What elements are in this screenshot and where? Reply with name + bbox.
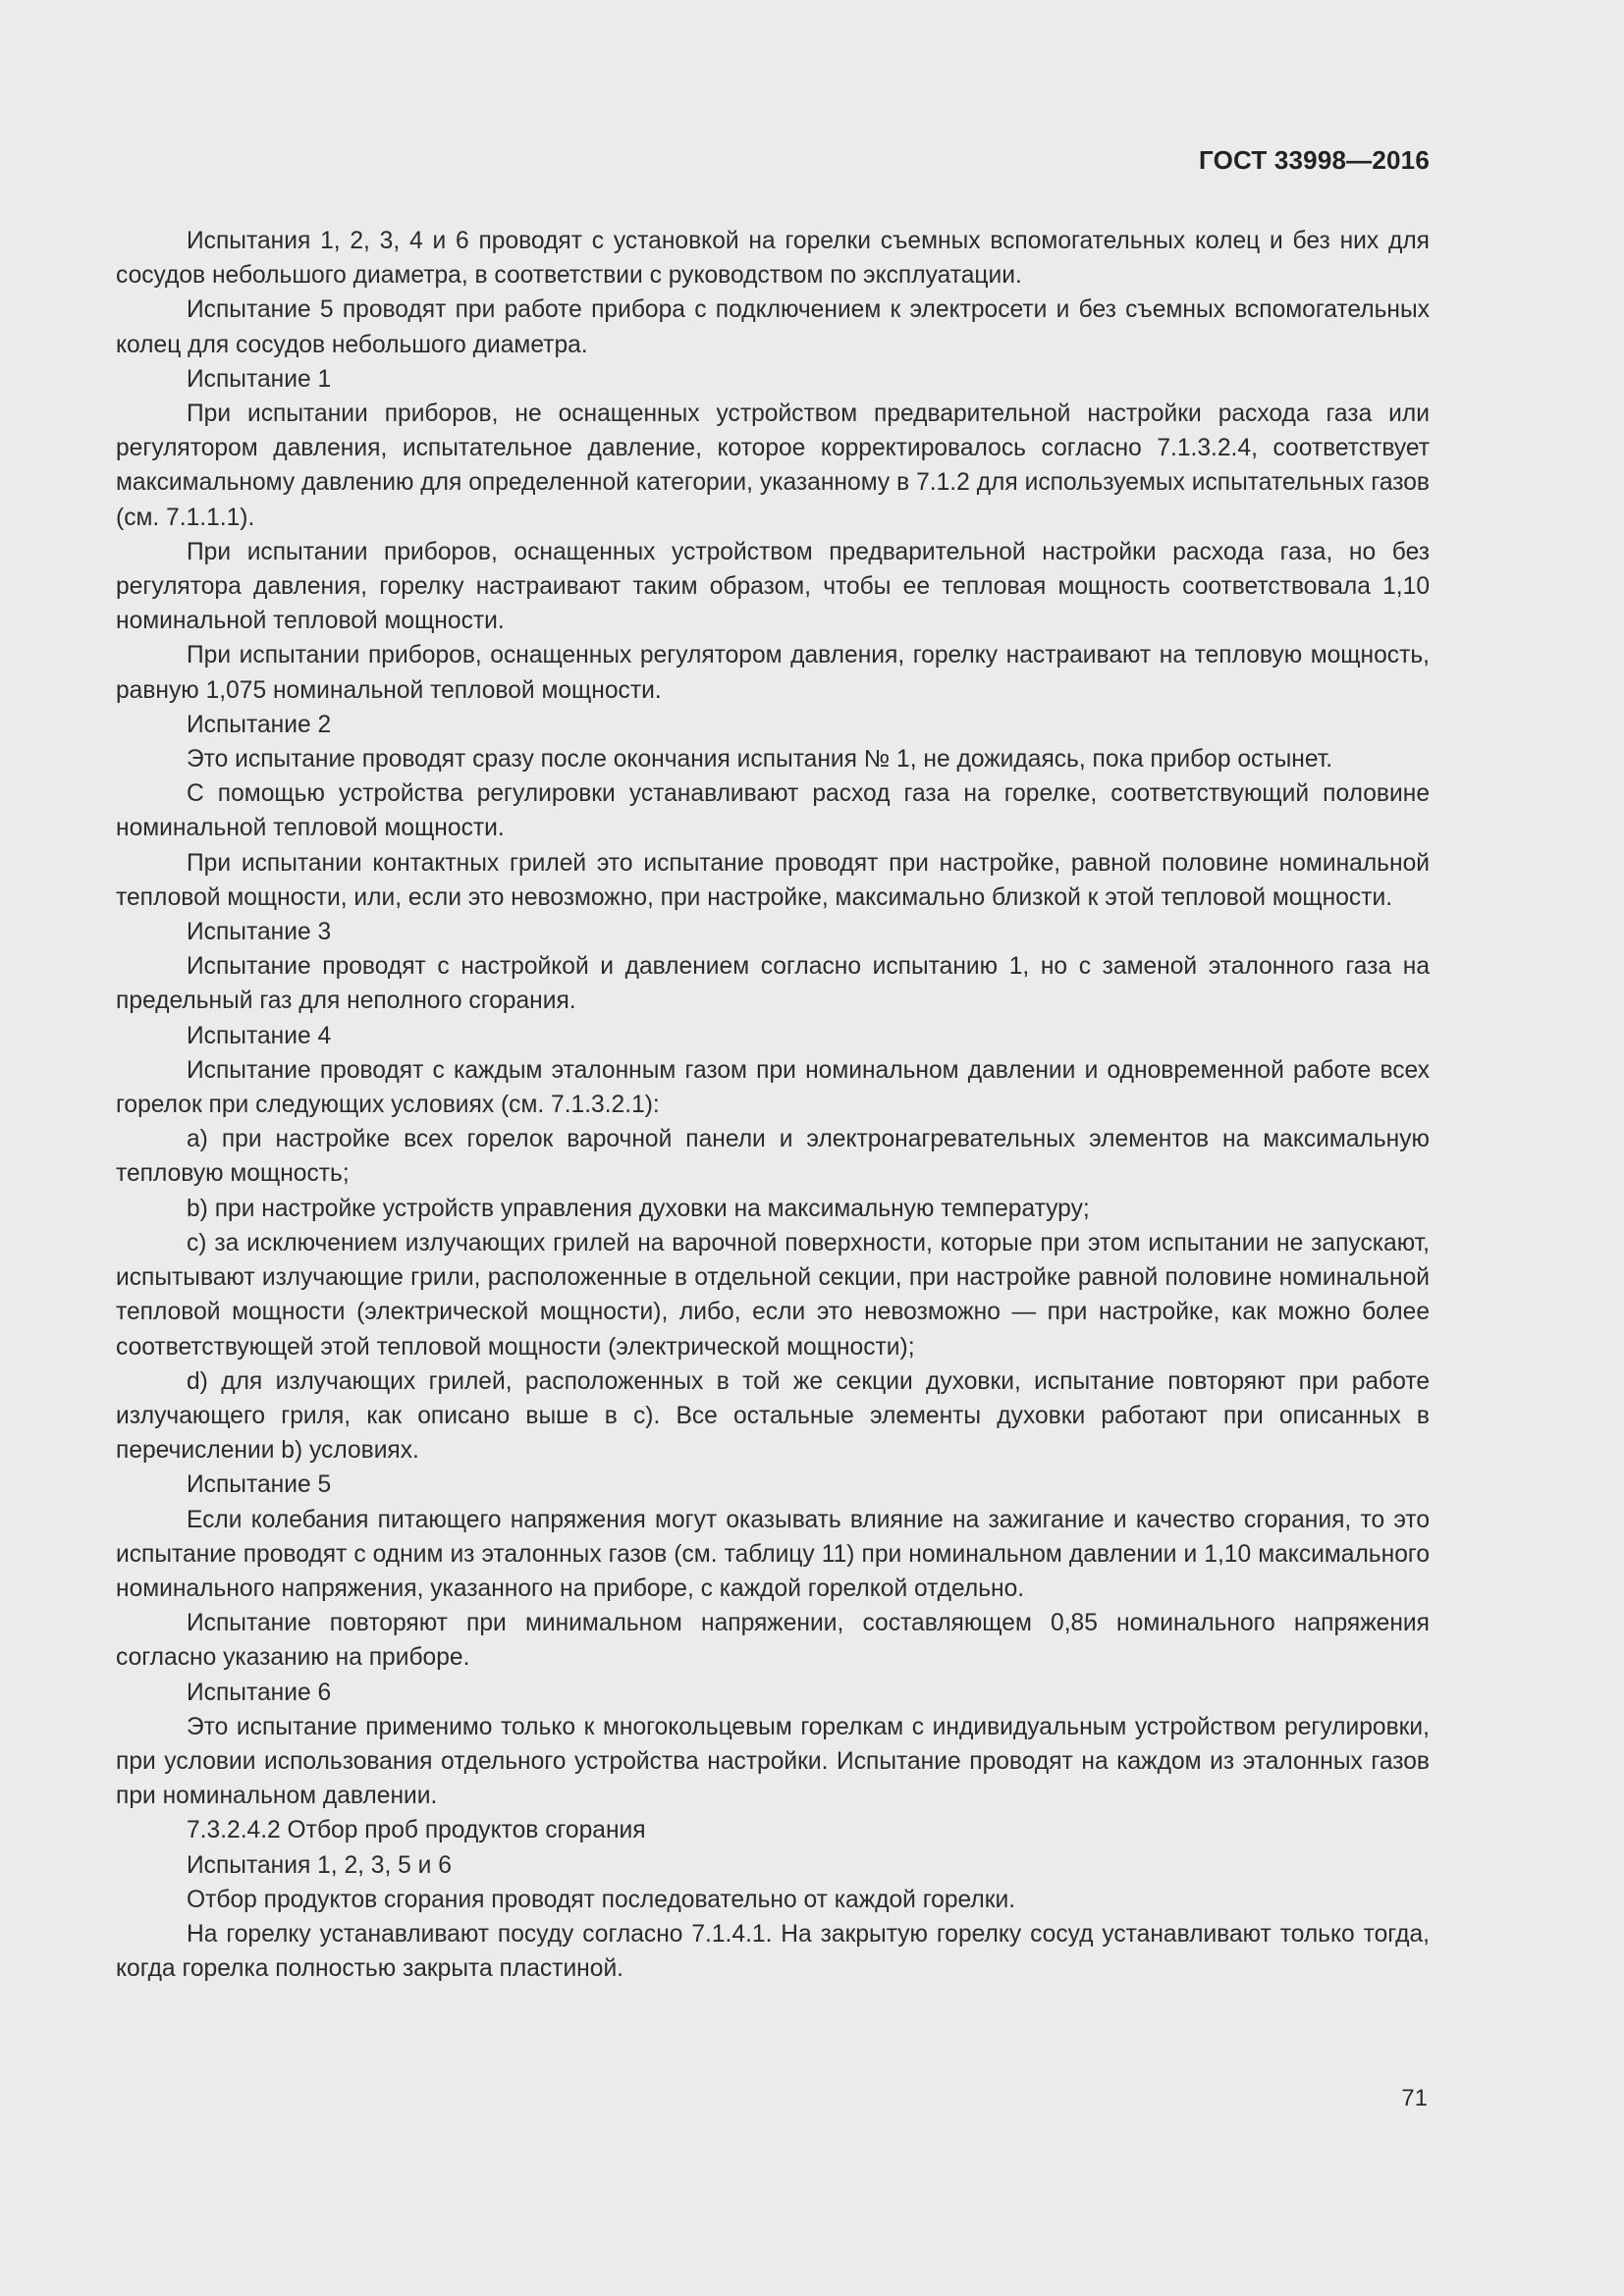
list-item: c) за исключением излучающих грилей на варочной поверхности, которые при этом испытании не запускают, испытывают излучающие грили, расположенные в отдельной секции, при настройке равной половине номинальной тепловой мощности (электрической мощности), либо, если это невозможно — при настройке, как можно более соответствующей этой тепловой мощности (электрической мощности); [116, 1229, 1430, 1361]
test-heading: Испытание 5 [187, 1471, 332, 1499]
document-body [116, 224, 1430, 1986]
paragraph: Испытание повторяют при минимальном напряжении, составляющем 0,85 номинального напряжения согласно указанию на приборе. [116, 1610, 1430, 1672]
paragraph: При испытании приборов, оснащенных регулятором давления, горелку настраивают на тепловую мощность, равную 1,075 номинальной тепловой мощности. [116, 642, 1430, 704]
paragraph: Это испытание проводят сразу после окончания испытания № 1, не дожидаясь, пока прибор остынет. [187, 746, 1333, 774]
list-item: a) при настройке всех горелок варочной панели и электронагревательных элементов на максимальную тепловую мощность; [116, 1126, 1430, 1188]
paragraph: Если колебания питающего напряжения могут оказывать влияние на зажигание и качество сгорания, то это испытание проводят с одним из эталонных газов (см. таблицу 11) при номинальном давлении и 1,10 максимального номинального напряжения, указанного на приборе, с каждой горелкой отдельно. [116, 1506, 1430, 1602]
paragraph: При испытании приборов, оснащенных устройством предварительной настройки расхода газа, но без регулятора давления, горелку настраивают таким образом, чтобы ее тепловая мощность соответствовала 1,10 номинальной тепловой мощности. [116, 538, 1430, 635]
section-heading: 7.3.2.4.2 Отбор проб продуктов сгорания [187, 1817, 646, 1844]
test-heading: Испытание 1 [187, 365, 332, 393]
page-number: 71 [1401, 2085, 1428, 2111]
paragraph: Испытание проводят с каждым эталонным газом при номинальном давлении и одновременной работе всех горелок при следующих условиях (см. 7.1.3.2.1): [116, 1056, 1430, 1119]
paragraph: Испытания 1, 2, 3, 4 и 6 проводят с установкой на горелки съемных вспомогательных колец и без них для сосудов небольшого диаметра, в соответствии с руководством по эксплуатации. [116, 228, 1430, 290]
paragraph: На горелку устанавливают посуду согласно 7.1.4.1. На закрытую горелку сосуд устанавливают только тогда, когда горелка полностью закрыта пластиной. [116, 1920, 1430, 1983]
test-heading: Испытание 4 [187, 1022, 332, 1049]
test-heading: Испытание 6 [187, 1679, 332, 1706]
paragraph: Отбор продуктов сгорания проводят последовательно от каждой горелки. [187, 1886, 1016, 1913]
test-heading: Испытание 2 [187, 711, 332, 738]
standard-code-header: ГОСТ 33998—2016 [1199, 145, 1430, 175]
list-item: b) при настройке устройств управления духовки на максимальную температуру; [187, 1195, 1090, 1222]
paragraph: Испытание 5 проводят при работе прибора с подключением к электросети и без съемных вспомогательных колец для сосудов небольшого диаметра. [116, 296, 1430, 358]
paragraph: С помощью устройства регулировки устанавливают расход газа на горелке, соответствующий половине номинальной тепловой мощности. [116, 780, 1430, 842]
paragraph: Это испытание применимо только к многокольцевым горелкам с индивидуальным устройством регулировки, при условии использования отдельного устройства настройки. Испытание проводят на каждом из эталонных газов при номинальном давлении. [116, 1713, 1430, 1810]
list-item: d) для излучающих грилей, расположенных в той же секции духовки, испытание повторяют при работе излучающего гриля, как описано выше в с). Все остальные элементы духовки работают при описанных в перечислении b) условиях. [116, 1367, 1430, 1465]
paragraph: Испытание проводят с настройкой и давлением согласно испытанию 1, но с заменой эталонного газа на предельный газ для неполного сгорания. [116, 953, 1430, 1015]
test-heading: Испытание 3 [187, 919, 332, 946]
test-heading: Испытания 1, 2, 3, 5 и 6 [187, 1851, 452, 1879]
paragraph: При испытании приборов, не оснащенных устройством предварительной настройки расхода газа или регулятором давления, испытательное давление, которое корректировалось согласно 7.1.3.2.4, соответствует максимальному давлению для определенной категории, указанному в 7.1.2 для используемых испытательных газов (см. 7.1.1.1). [116, 400, 1430, 531]
paragraph: При испытании контактных грилей это испытание проводят при настройке, равной половине номинальной тепловой мощности, или, если это невозможно, при настройке, максимально близкой к этой тепловой мощности. [116, 849, 1430, 911]
